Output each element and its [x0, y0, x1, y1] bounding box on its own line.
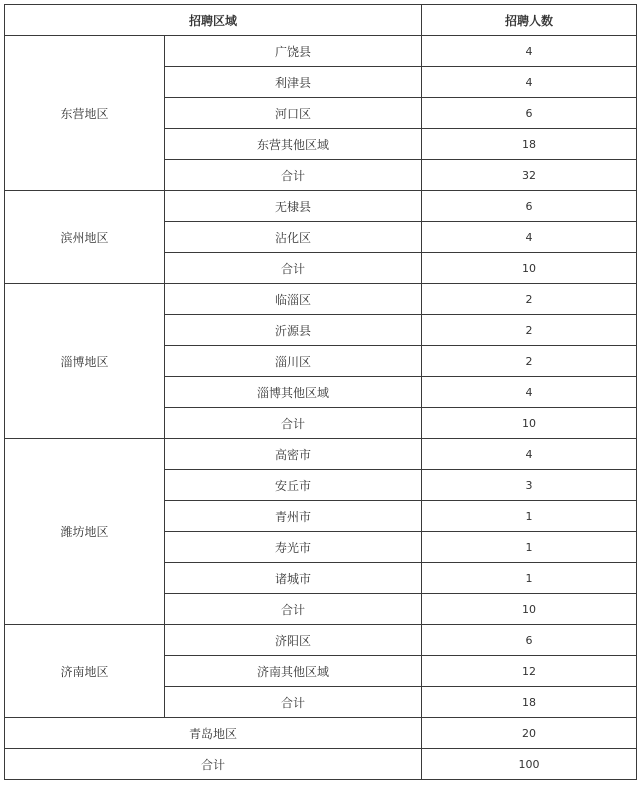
recruitment-table	[4, 4, 637, 780]
area-name: 东营其他区域	[165, 129, 422, 160]
region-name: 东营地区	[5, 36, 165, 191]
qingdao-name: 青岛地区	[5, 718, 422, 749]
region-name: 滨州地区	[5, 191, 165, 284]
area-name: 沾化区	[165, 222, 422, 253]
area-name: 合计	[165, 253, 422, 284]
area-name: 利津县	[165, 67, 422, 98]
area-count: 2	[422, 284, 637, 315]
area-name: 安丘市	[165, 470, 422, 501]
total-count: 100	[422, 749, 637, 780]
area-name: 无棣县	[165, 191, 422, 222]
area-name: 沂源县	[165, 315, 422, 346]
area-count: 6	[422, 191, 637, 222]
area-count: 10	[422, 594, 637, 625]
header-count: 招聘人数	[422, 5, 637, 36]
header-row	[5, 5, 637, 36]
area-count: 4	[422, 439, 637, 470]
total-row	[5, 749, 637, 780]
area-name: 临淄区	[165, 284, 422, 315]
area-count: 1	[422, 532, 637, 563]
area-count: 4	[422, 377, 637, 408]
area-name: 淄川区	[165, 346, 422, 377]
area-count: 6	[422, 625, 637, 656]
table-row	[5, 625, 637, 656]
area-name: 济南其他区域	[165, 656, 422, 687]
area-count: 18	[422, 129, 637, 160]
area-name: 广饶县	[165, 36, 422, 67]
area-name: 高密市	[165, 439, 422, 470]
area-count: 4	[422, 36, 637, 67]
table-body	[5, 36, 637, 780]
area-count: 12	[422, 656, 637, 687]
table-row	[5, 284, 637, 315]
qingdao-row	[5, 718, 637, 749]
area-name: 济阳区	[165, 625, 422, 656]
area-count: 2	[422, 315, 637, 346]
area-count: 4	[422, 67, 637, 98]
area-name: 合计	[165, 408, 422, 439]
area-count: 10	[422, 253, 637, 284]
area-name: 诸城市	[165, 563, 422, 594]
region-name: 淄博地区	[5, 284, 165, 439]
area-name: 合计	[165, 160, 422, 191]
area-name: 青州市	[165, 501, 422, 532]
total-label: 合计	[5, 749, 422, 780]
region-name: 济南地区	[5, 625, 165, 718]
area-count: 6	[422, 98, 637, 129]
area-name: 淄博其他区域	[165, 377, 422, 408]
area-count: 2	[422, 346, 637, 377]
area-count: 3	[422, 470, 637, 501]
area-name: 合计	[165, 687, 422, 718]
table-row	[5, 439, 637, 470]
area-count: 32	[422, 160, 637, 191]
area-count: 1	[422, 501, 637, 532]
area-count: 18	[422, 687, 637, 718]
area-count: 1	[422, 563, 637, 594]
area-name: 寿光市	[165, 532, 422, 563]
table-row	[5, 36, 637, 67]
table-row	[5, 191, 637, 222]
qingdao-count: 20	[422, 718, 637, 749]
region-name: 潍坊地区	[5, 439, 165, 625]
area-name: 河口区	[165, 98, 422, 129]
area-count: 4	[422, 222, 637, 253]
area-count: 10	[422, 408, 637, 439]
header-area: 招聘区域	[5, 5, 422, 36]
area-name: 合计	[165, 594, 422, 625]
